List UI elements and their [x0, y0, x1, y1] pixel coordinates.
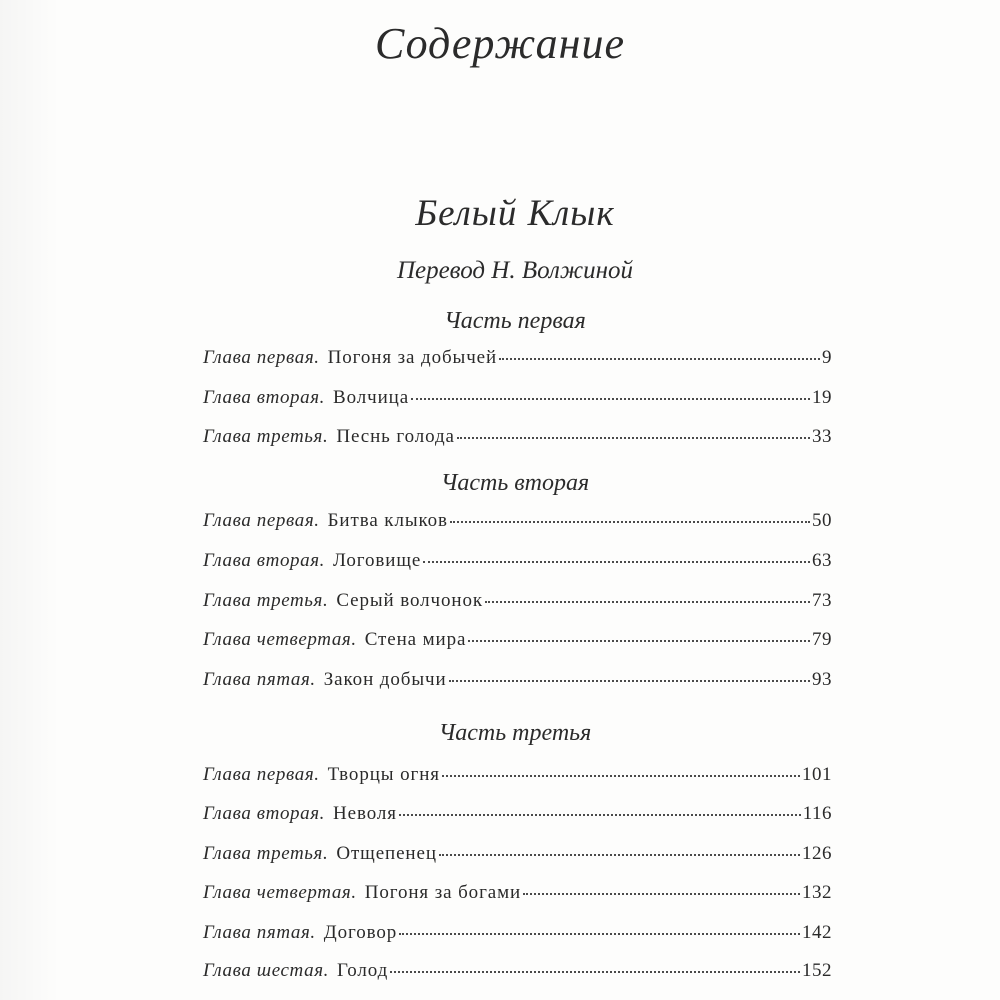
- page-shadow: [0, 0, 60, 1000]
- toc-entry[interactable]: [203, 426, 832, 448]
- dot-leader: [485, 597, 810, 603]
- chapter-title: Голод: [336, 960, 389, 981]
- dot-leader: [423, 557, 810, 563]
- toc-entry[interactable]: [203, 960, 832, 982]
- chapter-number: Глава шестая.: [203, 960, 329, 981]
- page-number: 101: [802, 764, 832, 785]
- dot-leader: [390, 967, 800, 973]
- toc-entry[interactable]: [203, 510, 832, 532]
- toc-entry[interactable]: [203, 550, 832, 572]
- chapter-number: Глава первая.: [203, 347, 320, 368]
- page-number: 79: [812, 629, 832, 650]
- chapter-title: Песнь голода: [336, 426, 455, 447]
- chapter-number: Глава пятая.: [203, 922, 316, 943]
- chapter-number: Глава первая.: [203, 510, 320, 531]
- toc-entry[interactable]: [203, 590, 832, 612]
- page-number: 132: [802, 882, 832, 903]
- chapter-title: Стена мира: [364, 629, 467, 650]
- part-heading: Часть третья: [438, 720, 592, 746]
- toc-entry[interactable]: [203, 803, 832, 825]
- chapter-title: Отщепенец: [336, 843, 437, 864]
- chapter-number: Глава третья.: [203, 426, 329, 447]
- dot-leader: [468, 636, 810, 642]
- part-heading: Часть вторая: [440, 470, 590, 496]
- toc-entry[interactable]: [203, 629, 832, 651]
- page-number: 63: [812, 550, 832, 571]
- part-heading: Часть первая: [444, 308, 586, 334]
- toc-entry[interactable]: [203, 669, 832, 691]
- toc-entry[interactable]: [203, 843, 832, 865]
- page-number: 126: [802, 843, 832, 864]
- dot-leader: [499, 354, 820, 360]
- dot-leader: [399, 810, 801, 816]
- chapter-number: Глава вторая.: [203, 387, 326, 408]
- dot-leader: [450, 517, 810, 523]
- dot-leader: [442, 771, 800, 777]
- chapter-number: Глава пятая.: [203, 669, 316, 690]
- page-number: 9: [822, 347, 832, 368]
- translator-credit: Перевод Н. Волжиной: [396, 257, 634, 284]
- toc-entry[interactable]: [203, 882, 832, 904]
- page-number: 152: [802, 960, 832, 981]
- dot-leader: [457, 433, 810, 439]
- page-number: 33: [812, 426, 832, 447]
- chapter-number: Глава вторая.: [203, 550, 326, 571]
- chapter-title: Творцы огня: [327, 764, 440, 785]
- chapter-number: Глава первая.: [203, 764, 320, 785]
- dot-leader: [523, 889, 800, 895]
- chapter-title: Закон добычи: [323, 669, 447, 690]
- chapter-title: Серый волчонок: [336, 590, 483, 611]
- chapter-title: Договор: [323, 922, 398, 943]
- dot-leader: [399, 929, 800, 935]
- chapter-title: Битва клыков: [327, 510, 448, 531]
- page-number: 142: [802, 922, 832, 943]
- toc-entry[interactable]: [203, 764, 832, 786]
- chapter-number: Глава четвертая.: [203, 629, 357, 650]
- page-number: 93: [812, 669, 832, 690]
- dot-leader: [439, 850, 800, 856]
- chapter-number: Глава вторая.: [203, 803, 326, 824]
- dot-leader: [411, 394, 810, 400]
- chapter-title: Погоня за добычей: [327, 347, 498, 368]
- toc-entry[interactable]: [203, 387, 832, 409]
- chapter-title: Логовище: [333, 550, 422, 571]
- page-number: 50: [812, 510, 832, 531]
- page-number: 19: [812, 387, 832, 408]
- page-title: Содержание: [374, 19, 625, 68]
- chapter-title: Неволя: [333, 803, 397, 824]
- page-number: 73: [812, 590, 832, 611]
- chapter-number: Глава третья.: [203, 843, 329, 864]
- book-title: Белый Клык: [415, 193, 615, 234]
- chapter-title: Погоня за богами: [364, 882, 522, 903]
- chapter-title: Волчица: [333, 387, 410, 408]
- page-number: 116: [802, 803, 832, 824]
- chapter-number: Глава четвертая.: [203, 882, 357, 903]
- toc-entry[interactable]: [203, 922, 832, 944]
- toc-entry[interactable]: [203, 347, 832, 369]
- chapter-number: Глава третья.: [203, 590, 329, 611]
- dot-leader: [449, 676, 810, 682]
